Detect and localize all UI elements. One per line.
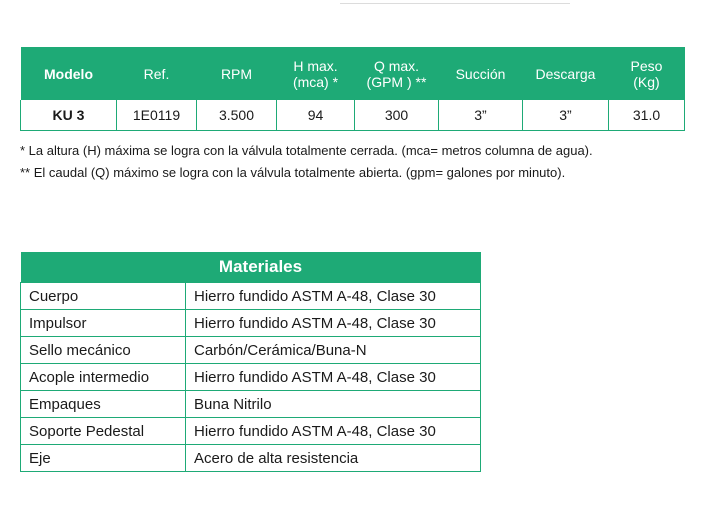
cell-ref: 1E0119 xyxy=(117,100,197,131)
materials-table xyxy=(20,252,481,472)
material-value: Hierro fundido ASTM A-48, Clase 30 xyxy=(186,418,481,445)
header-rpm: RPM xyxy=(197,47,277,100)
header-q-max: Q max. (GPM ) ** xyxy=(355,47,439,100)
material-part: Eje xyxy=(21,445,186,472)
table-row xyxy=(21,418,481,445)
table-row xyxy=(21,283,481,310)
header-h-max: H max. (mca) * xyxy=(277,47,355,100)
table-row xyxy=(21,100,685,131)
material-part: Cuerpo xyxy=(21,283,186,310)
footnote-q: ** El caudal (Q) máximo se logra con la válvula totalmente abierta. (gpm= galones por minuto). xyxy=(20,165,566,180)
footnotes xyxy=(20,140,593,184)
header-peso: Peso (Kg) xyxy=(609,47,685,100)
material-part: Soporte Pedestal xyxy=(21,418,186,445)
cell-rpm: 3.500 xyxy=(197,100,277,131)
material-part: Acople intermedio xyxy=(21,364,186,391)
material-part: Empaques xyxy=(21,391,186,418)
material-value: Hierro fundido ASTM A-48, Clase 30 xyxy=(186,364,481,391)
material-part: Sello mecánico xyxy=(21,337,186,364)
table-row xyxy=(21,391,481,418)
cell-modelo: KU 3 xyxy=(21,100,117,131)
material-part: Impulsor xyxy=(21,310,186,337)
header-ref: Ref. xyxy=(117,47,197,100)
cell-descarga: 3” xyxy=(523,100,609,131)
header-modelo: Modelo xyxy=(21,47,117,100)
spec-table xyxy=(20,47,685,131)
header-descarga: Descarga xyxy=(523,47,609,100)
table-row xyxy=(21,364,481,391)
spec-header-row xyxy=(21,47,685,100)
table-row xyxy=(21,310,481,337)
table-row xyxy=(21,337,481,364)
material-value: Buna Nitrilo xyxy=(186,391,481,418)
cell-q-max: 300 xyxy=(355,100,439,131)
footnote-h: * La altura (H) máxima se logra con la válvula totalmente cerrada. (mca= metros columna de agua). xyxy=(20,143,593,158)
header-succion: Succión xyxy=(439,47,523,100)
material-value: Hierro fundido ASTM A-48, Clase 30 xyxy=(186,283,481,310)
material-value: Acero de alta resistencia xyxy=(186,445,481,472)
material-value: Carbón/Cerámica/Buna-N xyxy=(186,337,481,364)
cell-peso: 31.0 xyxy=(609,100,685,131)
top-divider xyxy=(340,3,570,4)
table-row xyxy=(21,445,481,472)
cell-h-max: 94 xyxy=(277,100,355,131)
materials-title: Materiales xyxy=(21,252,481,283)
material-value: Hierro fundido ASTM A-48, Clase 30 xyxy=(186,310,481,337)
cell-succion: 3” xyxy=(439,100,523,131)
